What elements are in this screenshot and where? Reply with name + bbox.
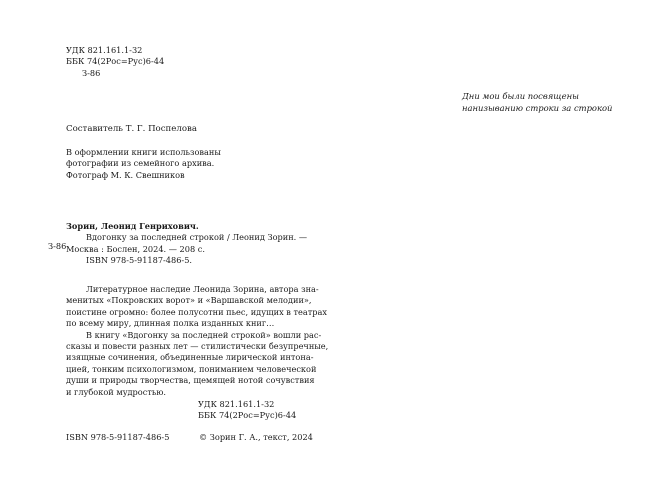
annotation-line: изящные сочинения, объединенные лирической интона-: [66, 352, 314, 363]
annotation-line: менитых «Покровских ворот» и «Варшавской мелодии»,: [66, 295, 312, 306]
copyright-notice: © Зорин Г. А., текст, 2024: [199, 432, 313, 442]
annotation-line: В книгу «Вдогонку за последней строкой» вошли рас-: [86, 329, 322, 340]
epigraph-line-2: нанизыванию строки за строкой: [462, 102, 613, 113]
isbn-footer: ISBN 978-5-91187-486-5: [66, 432, 170, 442]
classification-block-top: [66, 45, 164, 79]
bibliographic-author: Зорин, Леонид Генрихович.: [66, 221, 199, 231]
compiler-credit: Составитель Т. Г. Поспелова: [66, 124, 197, 134]
udk-code-bottom: УДК 821.161.1-32: [198, 399, 275, 409]
epigraph: [462, 91, 612, 114]
annotation-line: по всему миру, длинная полка изданных книг…: [66, 318, 275, 329]
annotation-line: души и природы творчества, щемящей нотой сочувствия: [66, 375, 315, 386]
classification-block-bottom: [198, 399, 296, 421]
udk-code: УДК 821.161.1-32: [66, 45, 143, 55]
bibliographic-title-line-2: Москва : Бослен, 2024. — 208 с.: [66, 243, 205, 254]
bibliographic-title-line-1: Вдогонку за последней строкой / Леонид Зорин. —: [86, 232, 308, 243]
bbk-code-bottom: ББК 74(2Рос=Рус)6-44: [198, 410, 297, 421]
author-mark: З-86: [82, 67, 101, 78]
design-note-line-3: Фотограф М. К. Свешников: [66, 169, 185, 180]
bibliographic-author-mark: З-86: [48, 241, 67, 251]
bibliographic-record: [66, 221, 307, 267]
annotation-line: поистине огромно: более полусотни пьес, идущих в театрах: [66, 306, 328, 317]
annotation: [66, 284, 329, 398]
annotation-line: сказы и повести разных лет — стилистически безупречные,: [66, 341, 329, 352]
design-note-line-2: фотографии из семейного архива.: [66, 158, 215, 169]
design-note: [66, 147, 221, 181]
bibliographic-isbn: ISBN 978-5-91187-486-5.: [86, 255, 193, 266]
design-note-line-1: В оформлении книги использованы: [66, 147, 221, 157]
bbk-code: ББК 74(2Рос=Рус)6-44: [66, 56, 165, 67]
annotation-line: цией, тонким психологизмом, пониманием человеческой: [66, 363, 317, 374]
epigraph-line-1: Дни мои были посвящены: [462, 91, 579, 101]
annotation-line: и глубокой мудростью.: [66, 386, 167, 397]
annotation-line: Литературное наследие Леонида Зорина, автора зна-: [86, 284, 319, 294]
